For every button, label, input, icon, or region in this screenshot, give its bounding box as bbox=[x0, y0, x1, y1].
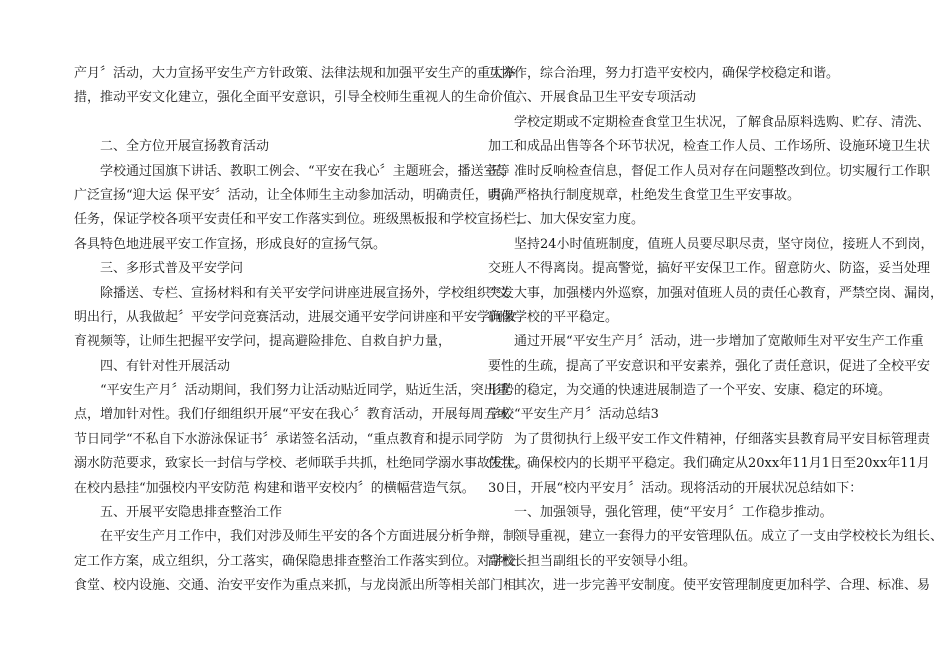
text-line: 副校长担当副组长的平安领导小组。 bbox=[488, 553, 697, 569]
text-line: 坚持24小时值班制度，值班人员要尽职尽责，坚守岗位，接班人不到岗， bbox=[514, 236, 934, 252]
right-column bbox=[488, 62, 944, 599]
text-line: 30日，开展“校内平安月〞活动。现将活动的开展状况总结如下： bbox=[488, 480, 863, 496]
text-line: 溺水防范要求，致家长一封信与学校、老师联手共抓，杜绝同学溺水事故发生。 bbox=[74, 456, 530, 472]
text-line: 学校定期或不定期检查食堂卫生状况，了解食品原料选购、贮存、清洗、 bbox=[514, 114, 931, 130]
text-line: 广泛宣扬“迎大运 保平安〞活动，让全体师生主动参加活动，明确责任，明确 bbox=[74, 187, 514, 203]
text-line: 交班人不得离岗。提高警觉，搞好平安保卫工作。留意防火、防盗，妥当处理 bbox=[488, 261, 931, 277]
text-line: 为了贯彻执行上级平安工作文件精神，仔细落实县教育局平安目标管理责 bbox=[514, 431, 931, 447]
text-line: 任务，保证学校各项平安责任和平安工作落实到位。班级黑板报和学校宣扬栏， bbox=[74, 212, 530, 228]
text-line: 突发大事，加强楼内外巡察，加强对值班人员的责任心教育，严禁空岗、漏岗， bbox=[488, 285, 944, 301]
text-line: 育视频等，让师生把握平安学问，提高避险排危、自救自护力量， bbox=[74, 334, 452, 350]
text-line: 其次，进一步完善平安制度。使平安管理制度更加科学、合理、标准、易 bbox=[514, 578, 931, 594]
text-line: “平安生产月〞活动期间，我们努力让活动贴近同学，贴近生活，突出重 bbox=[100, 383, 510, 399]
section-heading: 三、多形式普及平安学问 bbox=[100, 261, 244, 277]
text-line: 形势的稳定，为交通的快速进展制造了一个平安、安康、稳定的环境。 bbox=[488, 383, 892, 399]
text-line: 要性的生疏，提高了平安意识和平安素养，强化了责任意识，促进了全校平安 bbox=[488, 358, 931, 374]
text-line: 在校内悬挂“加强校内平安防范 构建和谐平安校内〞的横幅营造气氛。 bbox=[74, 480, 475, 496]
text-line: 食堂、校内设施、交通、治安平安作为重点来抓，与龙岗派出所等相关部门相 bbox=[74, 578, 517, 594]
left-column bbox=[74, 62, 530, 599]
text-line: 学校通过国旗下讲话、教职工例会、“平安在我心〞主题班会，播送室等 bbox=[100, 163, 510, 179]
text-line: 确保学校的平平稳定。 bbox=[488, 309, 619, 325]
text-line: 通过开展“平安生产月〞活动，进一步增加了宽敞师生对平安生产工作重 bbox=[514, 334, 924, 350]
section-heading: 七、加大保安室力度。 bbox=[514, 212, 645, 228]
text-line: 除播送、专栏、宣扬材料和有关平安学问讲座进展宣扬外，学校组织“文 bbox=[100, 285, 510, 301]
section-heading: 四、有针对性开展活动 bbox=[100, 358, 231, 374]
text-line: 任状，确保校内的长期平平稳定。我们确定从20xx年11月1日至20xx年11月 bbox=[488, 456, 930, 472]
text-line: 责，严格执行制度规章，杜绝发生食堂卫生平安事故。 bbox=[488, 187, 801, 203]
text-line: 产月〞活动，大力宣扬平安生产方针政策、法律法规和加强平安生产的重大举 bbox=[74, 66, 517, 81]
section-heading: 二、全方位开展宣扬教育活动 bbox=[100, 139, 270, 155]
section-heading: 六、开展食品卫生平安专项活动 bbox=[514, 90, 697, 106]
text-line: 点，增加针对性。我们仔细组织开展“平安在我心〞教育活动，开展每周五或 bbox=[74, 407, 510, 423]
blank-line bbox=[74, 111, 466, 135]
text-line: 各具特色地进展平安工作宣扬，形成良好的宣扬气氛。 bbox=[74, 236, 387, 252]
text-line: 定工作方案，成立组织，分工落实，确保隐患排查整治工作落实到位。对学校 bbox=[74, 553, 517, 569]
section-heading: 一、加强领导，强化管理，使“平安月〞工作稳步推动。 bbox=[514, 505, 833, 521]
text-line: 节日同学“不私自下水游泳保证书〞承诺签名活动，“重点教育和提示同学防 bbox=[74, 431, 504, 447]
text-line: 况，准时反响检查信息，督促工作人员对存在问题整改到位。切实履行工作职 bbox=[488, 163, 931, 179]
text-line: 在平安生产月工作中，我们对涉及师生平安的各个方面进展分析争辩，制 bbox=[100, 529, 517, 545]
text-line: 领导重视，建立一套得力的平安管理队伍。成立了一支由学校校长为组长、 bbox=[514, 529, 944, 545]
text-line: 措，推动平安文化建立，强化全面平安意识，引导全校师生重视人的生命价值。 bbox=[74, 90, 530, 106]
document-subtitle: 学校“平安生产月〞活动总结3 bbox=[488, 407, 659, 423]
text-line: 互协作，综合治理，努力打造平安校内，确保学校稳定和谐。 bbox=[488, 66, 840, 81]
text-line: 明出行，从我做起〞平安学问竞赛活动，进展交通平安学问讲座和平安学问教 bbox=[74, 309, 517, 325]
section-heading: 五、开展平安隐患排查整治工作 bbox=[100, 505, 283, 521]
text-line: 加工和成品出售等各个环节状况，检查工作人员、工作场所、设施环境卫生状 bbox=[488, 139, 931, 155]
